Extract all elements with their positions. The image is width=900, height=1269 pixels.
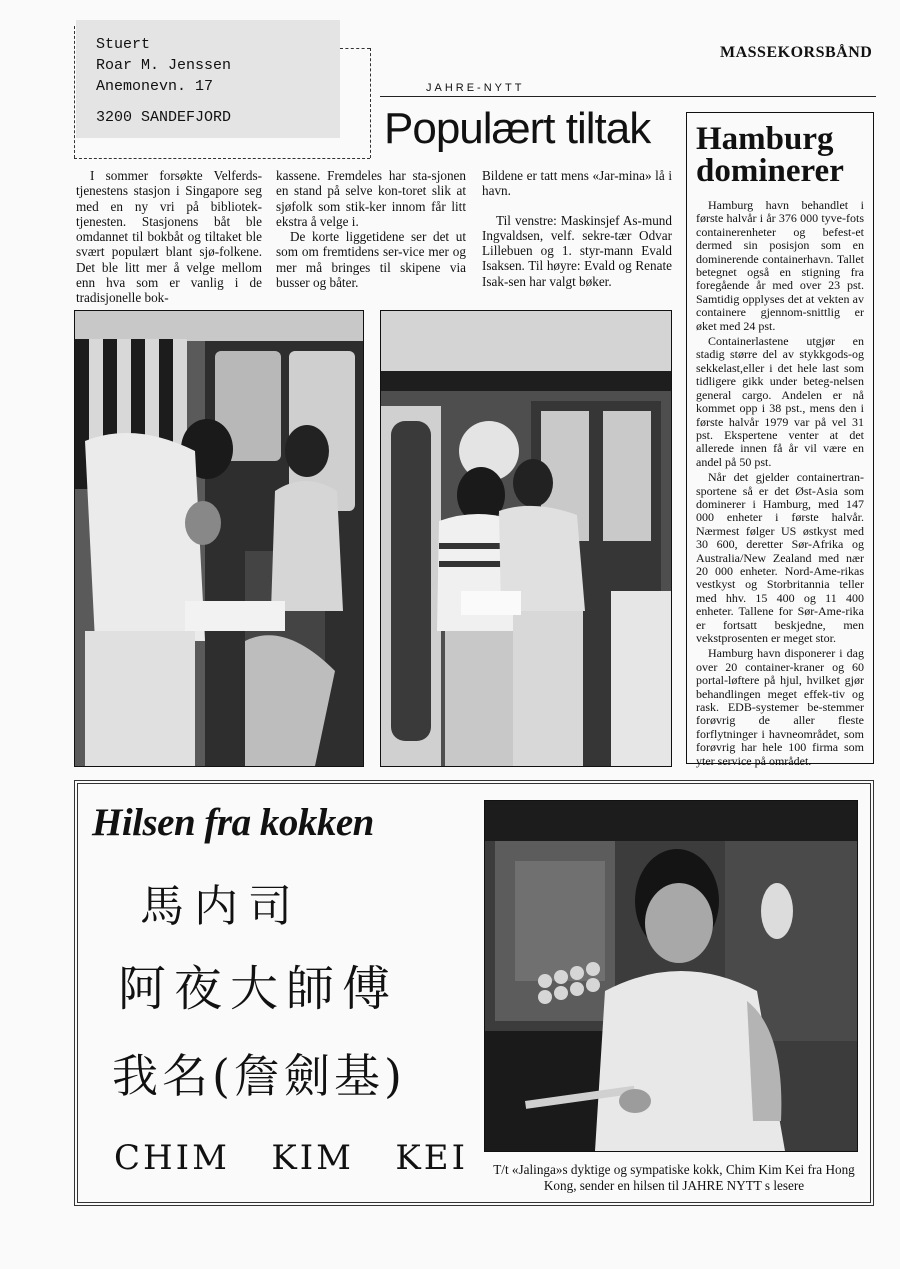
- sidebar-para-3: Når det gjelder containertran-sportene så er det Øst-Asia som dominerer i Hamburg, med 147 000 enheter i første halvår. Nærmest følger US østkyst med 30 600, deretter Sør-Afrika og Australia/New Zealand med nær 20 000 enheter. Nord-Ame-rikas vestkyst og Storbritannia teller med hhv. 15 400 og 11 400 enheter. Tallene for Sør-Ame-rika er fortsatt beskjedne, men vekstprosenten er meget stor.: [696, 470, 864, 645]
- publication-name: JAHRE-NYTT: [426, 82, 525, 94]
- handwritten-line-3: 我名(詹劍基): [112, 1049, 406, 1103]
- article-col3-para1: Bildene er tatt mens «Jar-mina» lå i havn.: [482, 168, 672, 199]
- article-col2-para2: De korte liggetidene ser det ut som om fremtidens ser-vice mer og mer må bringes til skipene via busser og båter.: [276, 229, 466, 291]
- article-col1-text: I sommer forsøkte Velferds-tjenestens stasjon i Singapore seg med en ny vri på bibliotek-tjenesten. Stasjonens båt ble omdannet til bokbåt og tiltaket ble svært populært blant sjø-folkene. Det ble litt mer å velge mellom enn hva som er vanlig i de tradisjonelle bok-: [76, 168, 262, 306]
- sidebar-hamburg: [686, 112, 874, 768]
- article-col2-para1: kassene. Fremdeles har sta-sjonen en stand på selve kon-toret slik at sjøfolk som stik-ker innom får litt ekstra å velge i.: [276, 168, 466, 229]
- cut-line-left: [74, 26, 75, 158]
- sidebar-title: [696, 123, 864, 187]
- sidebar-title-line2: dominerer: [696, 153, 844, 189]
- address-line-title: Stuert: [96, 36, 151, 53]
- address-line-name: Roar M. Jenssen: [96, 57, 232, 74]
- cut-line-top: [340, 48, 370, 49]
- sidebar-title-line1: Hamburg: [696, 121, 834, 157]
- article-col3-para2: Til venstre: Maskinsjef As-mund Ingvaldsen, velf. sekre-tær Odvar Lillebuen og 1. styr-mann Evald Isaksen. Til høyre: Evald og Renate Isak-sen har valgt bøker.: [482, 212, 672, 289]
- header-rule: [380, 96, 876, 97]
- sidebar-para-2: Containerlastene utgjør en stadig større del av stykkgods-og sekkelast,eller i det hele last som tidligere gikk under beteg-nelsen general cargo. Andelen er nå kommet opp i 38 pst., mens den i første halvår 1979 var på vel 31 pst. Ekspertene venter at det allerede innen få år vil være en andel på 50 pst.: [696, 334, 864, 469]
- greeting-title: Hilsen fra kokken: [92, 801, 374, 844]
- photo-bookboat-left: [74, 310, 364, 767]
- address-label: [76, 20, 340, 138]
- handwritten-line-1: 馬内司: [140, 881, 302, 932]
- article-column-2: [276, 168, 466, 290]
- section-title: MASSEKORSBÅND: [720, 44, 873, 61]
- sidebar-para-4: Hamburg havn disponerer i dag over 20 container-kraner og 60 portal-løftere på hjul, hvilket gjør behandlingen meget effek-tiv og rask. EDB-systemer be-stemmer forøvrig de aller fleste forflytninger i havneområdet, som forøvrig har hele 100 firma som yter service på området.: [696, 646, 864, 768]
- photo-bookboat-right: [380, 310, 672, 767]
- handwritten-line-2: 阿夜大師傅: [118, 961, 399, 1017]
- sidebar-para-1: Hamburg havn behandlet i første halvår i år 376 000 tyve-fots containerenheter og befest-et dermed sin posisjon som en dominerende containerhavn. Tallet betegnet også en stigning fra foregående år med over 23 pst. Samtidig opplyses det at vekten av containere gjennom-snittlig er øket med 24 pst.: [696, 198, 864, 333]
- handwritten-name: CHIM KIM KEI: [114, 1138, 469, 1178]
- photo-cook-image: [485, 801, 857, 1151]
- article-column-3: [482, 168, 672, 289]
- address-line-street: Anemonevn. 17: [96, 78, 214, 95]
- cut-line-right: [370, 48, 371, 158]
- photo-bookboat-left-image: [75, 311, 363, 766]
- photo-cook: [484, 800, 858, 1152]
- cook-caption: T/t «Jalinga»s dyktige og sympatiske kokk, Chim Kim Kei fra Hong Kong, sender en hilsen til JAHRE NYTT s lesere: [493, 1162, 855, 1193]
- article-column-1: [76, 168, 262, 306]
- cut-line-bottom: [74, 158, 370, 159]
- article-headline: Populært tiltak: [384, 104, 651, 153]
- address-line-city: 3200 SANDEFJORD: [96, 109, 232, 126]
- sidebar-body: [696, 199, 864, 768]
- photo-bookboat-right-image: [381, 311, 671, 766]
